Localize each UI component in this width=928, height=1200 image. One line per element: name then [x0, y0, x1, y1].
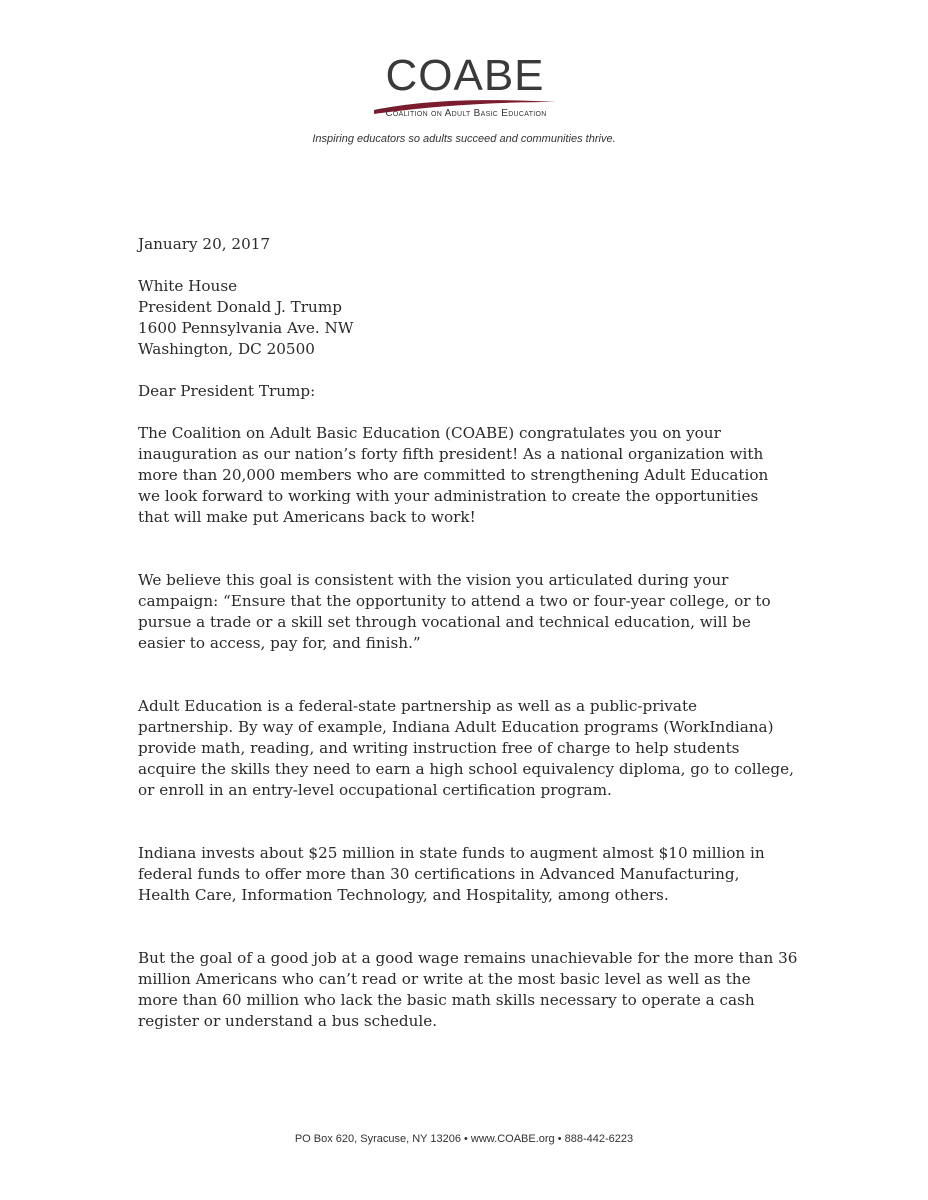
- paragraph-line: The Coalition on Adult Basic Education (COABE) congratulates you on your: [138, 424, 721, 442]
- paragraph-line: we look forward to working with your administration to create the opportunities: [138, 487, 759, 505]
- salutation: Dear President Trump:: [138, 382, 316, 400]
- paragraph-line: Adult Education is a federal-state partnership as well as a public-private: [138, 697, 698, 715]
- paragraph-line: provide math, reading, and writing instruction free of charge to help students: [138, 739, 740, 757]
- paragraph-5: [138, 948, 808, 1032]
- paragraph-line: acquire the skills they need to earn a high school equivalency diploma, go to college,: [138, 760, 794, 778]
- paragraph-line: campaign: “Ensure that the opportunity to attend a two or four-year college, or to: [138, 592, 771, 610]
- paragraph-line: inauguration as our nation’s forty fifth president! As a national organization with: [138, 445, 764, 463]
- paragraph-line: Indiana invests about $25 million in state funds to augment almost $10 million in: [138, 844, 765, 862]
- paragraph-line: easier to access, pay for, and finish.”: [138, 634, 421, 652]
- paragraph-line: that will make put Americans back to work!: [138, 508, 476, 526]
- letter-date: January 20, 2017: [138, 235, 271, 253]
- paragraph-line: million Americans who can’t read or write at the most basic level as well as the: [138, 970, 751, 988]
- logo-wordmark: COABE: [385, 51, 545, 100]
- paragraph-1: [138, 423, 808, 528]
- address-line: President Donald J. Trump: [138, 298, 342, 316]
- address-line: Washington, DC 20500: [138, 340, 315, 358]
- paragraph-2: [138, 570, 808, 654]
- paragraph-line: or enroll in an entry-level occupational certification program.: [138, 781, 612, 799]
- address-line: 1600 Pennsylvania Ave. NW: [138, 319, 354, 337]
- letterhead: [0, 0, 928, 160]
- paragraph-line: more than 60 million who lack the basic math skills necessary to operate a cash: [138, 991, 755, 1009]
- logo-subtitle: Coalition on Adult Basic Education: [385, 108, 547, 119]
- paragraph-line: partnership. By way of example, Indiana Adult Education programs (WorkIndiana): [138, 718, 774, 736]
- paragraph-line: register or understand a bus schedule.: [138, 1012, 438, 1030]
- address-line: White House: [138, 277, 238, 295]
- paragraph-3: [138, 696, 808, 801]
- tagline: Inspiring educators so adults succeed and communities thrive.: [312, 133, 616, 145]
- paragraph-line: federal funds to offer more than 30 certifications in Advanced Manufacturing,: [138, 865, 740, 883]
- letterhead-footer: PO Box 620, Syracuse, NY 13206 • www.COABE.org • 888-442-6223: [294, 1133, 634, 1145]
- paragraph-line: But the goal of a good job at a good wage remains unachievable for the more than 36: [138, 949, 798, 967]
- paragraph-4: [138, 843, 808, 906]
- paragraph-line: Health Care, Information Technology, and Hospitality, among others.: [138, 886, 669, 904]
- paragraph-line: more than 20,000 members who are committed to strengthening Adult Education: [138, 466, 769, 484]
- letter-body: [138, 234, 808, 1053]
- paragraph-line: We believe this goal is consistent with the vision you articulated during your: [138, 571, 729, 589]
- paragraph-line: pursue a trade or a skill set through vocational and technical education, will be: [138, 613, 751, 631]
